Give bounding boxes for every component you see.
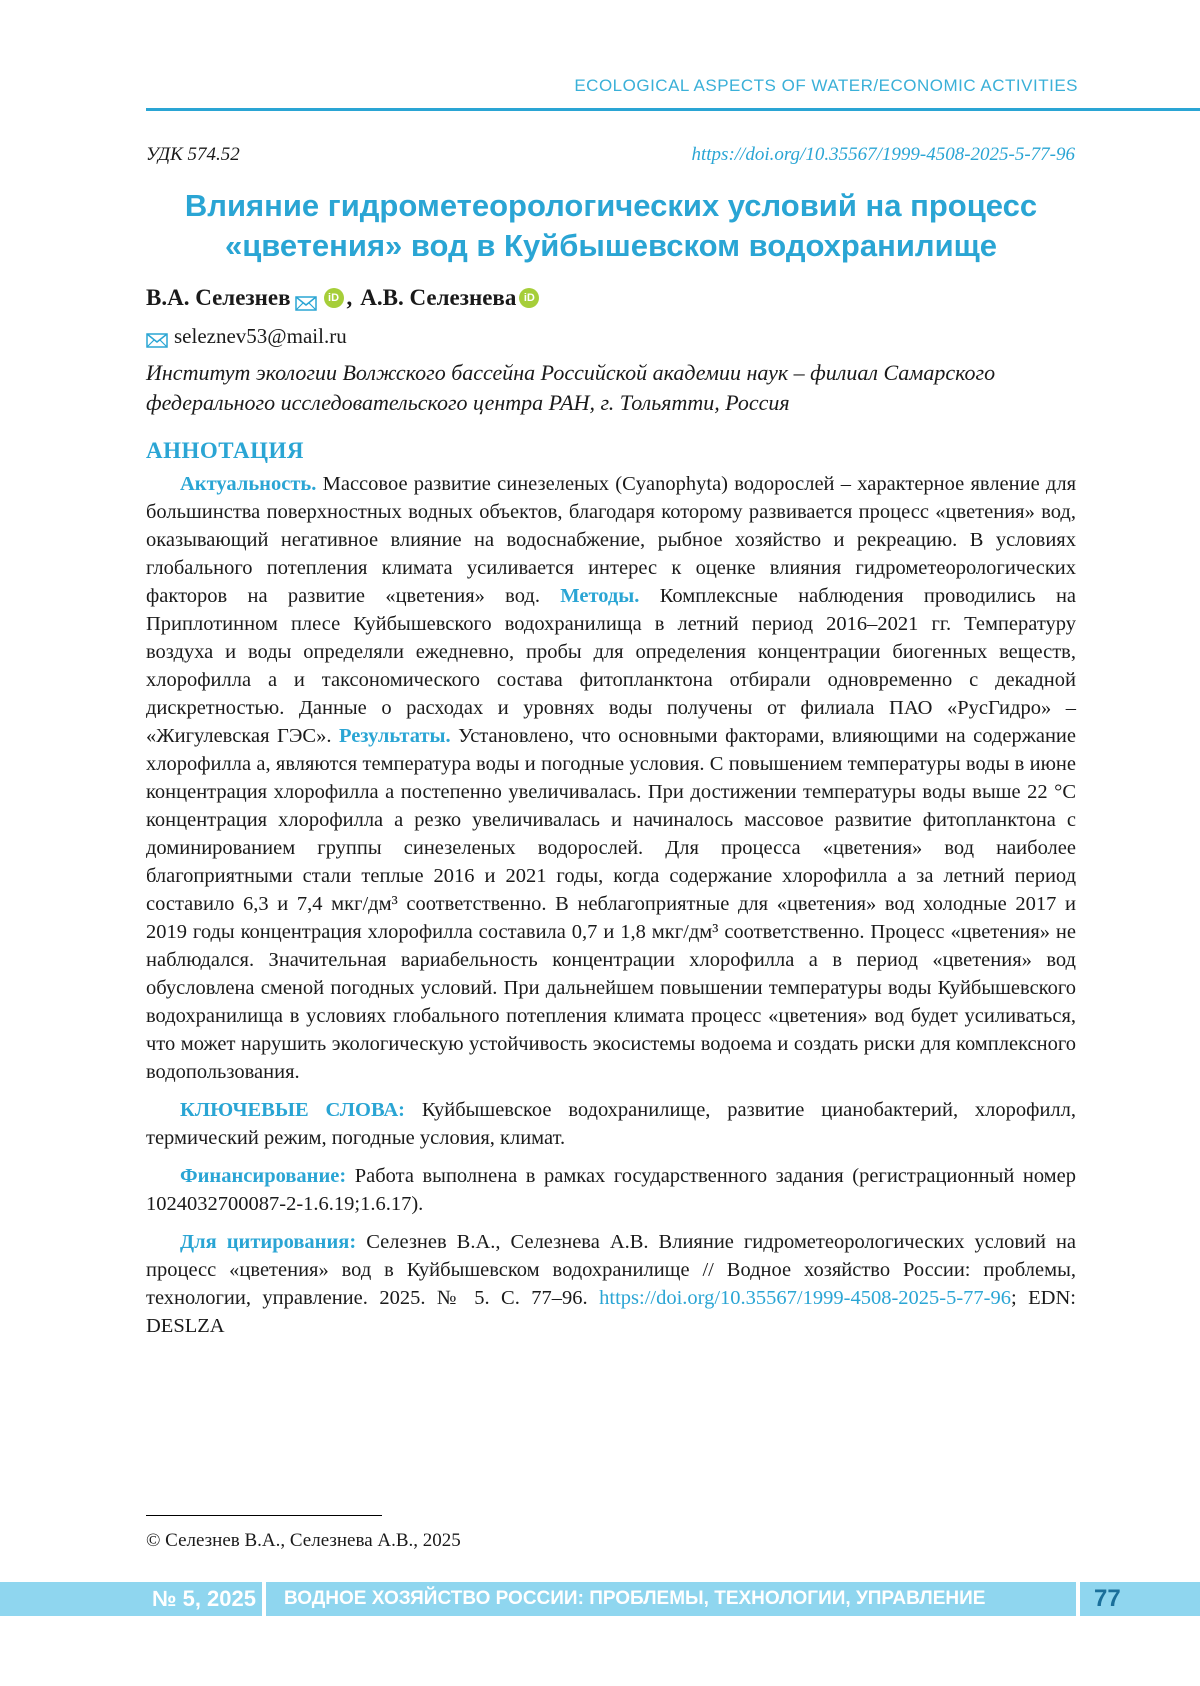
citation-text: Селезнев В.А., Селезнева А.В. Влияние гидрометеорологических условий на процесс «цветения» вод в Куйбышевском водохранилище // Водное хозяйство России: проблемы, технологии, управление. 2025. № 5. С. 77–96. bbox=[146, 1231, 1077, 1309]
author-email[interactable]: seleznev53@mail.ru bbox=[174, 324, 347, 348]
keywords-paragraph bbox=[146, 1096, 1076, 1152]
udk-code: УДК 574.52 bbox=[146, 144, 240, 165]
results-label: Результаты. bbox=[338, 725, 451, 747]
citation-label: Для цитирования: bbox=[180, 1231, 357, 1253]
author-2: А.В. Селезнева bbox=[360, 285, 517, 310]
funding-paragraph bbox=[146, 1162, 1076, 1218]
affiliation: Институт экологии Волжского бассейна Российской академии наук – филиал Самарского федерального исследовательского центра РАН, г. Тольятти, Россия bbox=[146, 360, 996, 415]
keywords-label: КЛЮЧЕВЫЕ СЛОВА: bbox=[180, 1099, 406, 1121]
footer-issue: № 5, 2025 bbox=[0, 1582, 262, 1616]
article-title: Влияние гидрометеорологических условий на процесс «цветения» вод в Куйбышевском водохранилище bbox=[184, 188, 1038, 263]
methods-text: Комплексные наблюдения проводились на Приплотинном плесе Куйбышевского водохранилища в летний период 2016–2021 гг. Температуру воздуха и воды определяли ежедневно, пробы для определения концентрации биогенных веществ, хлорофилла a и таксономического состава фитопланктона отбирали одновременно с декадной дискретностью. Данные о расходах и уровнях воды получены от филиала ПАО «РусГидро» – «Жигулевская ГЭС». bbox=[146, 585, 1077, 747]
copyright-footnote: © Селезнев В.А., Селезнева А.В., 2025 bbox=[146, 1530, 461, 1551]
author-separator: , bbox=[346, 285, 353, 310]
page-number: 77 bbox=[1080, 1582, 1200, 1616]
doi-link[interactable]: https://doi.org/10.35567/1999-4508-2025-5-77-96 bbox=[691, 144, 1075, 165]
keywords-text: Куйбышевское водохранилище, развитие цианобактерий, хлорофилл, термический режим, погодные условия, климат. bbox=[146, 1099, 1076, 1149]
author-line bbox=[146, 285, 542, 311]
abstract-paragraph bbox=[146, 470, 1076, 1086]
section-header: ECOLOGICAL ASPECTS OF WATER/ECONOMIC ACTIVITIES bbox=[574, 76, 1078, 95]
footnote-rule bbox=[146, 1515, 382, 1516]
orcid-icon[interactable]: iD bbox=[324, 288, 344, 308]
citation-doi-link[interactable]: https://doi.org/10.35567/1999-4508-2025-5-77-96 bbox=[599, 1287, 1012, 1309]
abstract-heading: АННОТАЦИЯ bbox=[146, 438, 304, 463]
relevance-text: Массовое развитие синезеленых (Cyanophyta) водорослей – характерное явление для большинства поверхностных водных объектов, благодаря которому развивается процесс «цветения» вод, оказывающий негативное влияние на водоснабжение, рыбное хозяйство и рекреацию. В условиях глобального потепления климата усиливается интерес к оценке влияния гидрометеорологических факторов на развитие «цветения» вод. bbox=[146, 473, 1077, 607]
mail-icon[interactable] bbox=[295, 291, 317, 306]
footer-journal: ВОДНОЕ ХОЗЯЙСТВО РОССИИ: ПРОБЛЕМЫ, ТЕХНОЛОГИИ, УПРАВЛЕНИЕ bbox=[266, 1582, 1076, 1616]
results-text: Установлено, что основными факторами, влияющими на содержание хлорофилла a, являются температура воды и погодные условия. С повышением температуры воды в июне концентрация хлорофилла a постепенно увеличивалась. При достижении температуры воды выше 22 °С концентрация хлорофилла a резко увеличивалась и начиналось массовое развитие фитопланктона с доминированием группы синезеленых водорослей. Для процесса «цветения» вод наиболее благоприятными стали теплые 2016 и 2021 годы, когда содержание хлорофилла a за летний период составило 6,3 и 7,4 мкг/дм³ соответственно. В неблагоприятные для «цветения» вод холодные 2017 и 2019 годы концентрация хлорофилла составила 0,7 и 1,8 мкг/дм³ соответственно. Процесс «цветения» не наблюдался. Значительная вариабельность концентрации хлорофилла a в период «цветения» вод обусловлена сменой погодных условий. При дальнейшем повышении температуры воды Куйбышевского водохранилища в условиях глобального потепления климата процесс «цветения» вод будет усиливаться, что может нарушить экологическую устойчивость экосистемы водоема и создать риски для комплексного водопользования. bbox=[146, 725, 1076, 1083]
funding-text: Работа выполнена в рамках государственного задания (регистрационный номер 1024032700087-2-1.6.19;1.6.17). bbox=[146, 1165, 1077, 1215]
mail-icon bbox=[146, 329, 168, 344]
methods-label: Методы. bbox=[560, 585, 640, 607]
author-1: В.А. Селезнев bbox=[146, 285, 291, 310]
orcid-icon[interactable]: iD bbox=[519, 288, 539, 308]
header-rule bbox=[146, 108, 1200, 111]
email-line bbox=[146, 324, 347, 349]
funding-label: Финансирование: bbox=[180, 1165, 347, 1187]
relevance-label: Актуальность. bbox=[180, 473, 317, 495]
citation-edn: ; EDN: DESLZA bbox=[146, 1287, 1076, 1337]
page-footer bbox=[0, 1582, 1200, 1616]
abstract-body bbox=[146, 470, 1076, 1350]
citation-paragraph bbox=[146, 1228, 1076, 1340]
